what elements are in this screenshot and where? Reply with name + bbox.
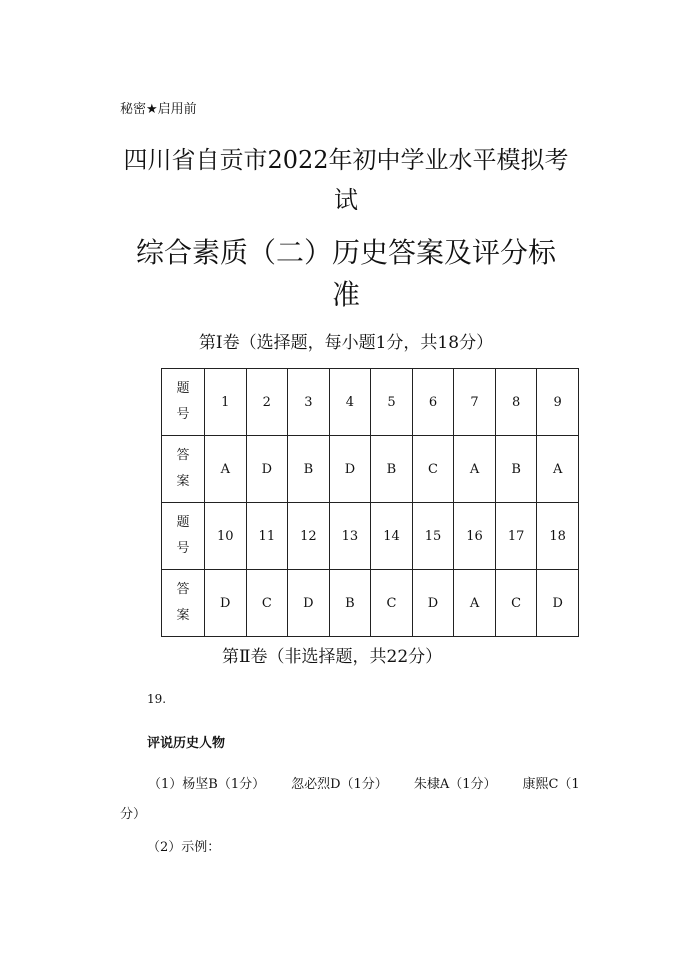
question-number: 12 xyxy=(288,503,330,570)
question-19-part-2: （2）示例： xyxy=(147,840,221,855)
row-header-question: 题 号 xyxy=(162,369,205,436)
table-row xyxy=(162,436,579,503)
document-subtitle xyxy=(0,232,692,316)
question-number: 7 xyxy=(454,369,496,436)
answer-cell: D xyxy=(329,436,371,503)
row-header-answer: 答 案 xyxy=(162,570,205,637)
answer-cell: D xyxy=(412,570,454,637)
answer-cell: B xyxy=(329,570,371,637)
section-1-heading: 第Ⅰ卷（选择题，每小题1分，共18分） xyxy=(198,333,494,353)
question-number: 9 xyxy=(537,369,579,436)
table-row xyxy=(162,503,579,570)
answer-cell: D xyxy=(288,570,330,637)
question-number: 14 xyxy=(371,503,413,570)
question-19-part-1 xyxy=(120,770,580,830)
question-number: 8 xyxy=(495,369,537,436)
subtitle-line-2: 准 xyxy=(331,278,360,311)
question-number: 5 xyxy=(371,369,413,436)
row-header-answer: 答 案 xyxy=(162,436,205,503)
title-line-1: 四川省自贡市2022年初中学业水平模拟考 xyxy=(123,146,569,174)
table-row xyxy=(162,369,579,436)
answer-item: （1）杨坚B（1分） xyxy=(148,777,266,792)
answer-cell: C xyxy=(412,436,454,503)
question-number: 15 xyxy=(412,503,454,570)
answer-cell: C xyxy=(371,570,413,637)
row-header-question: 题 号 xyxy=(162,503,205,570)
title-line-2: 试 xyxy=(334,186,358,214)
answer-cell: C xyxy=(495,570,537,637)
answer-cell: B xyxy=(371,436,413,503)
secret-label: 秘密★启用前 xyxy=(120,102,197,117)
question-number: 2 xyxy=(246,369,288,436)
answer-table xyxy=(161,368,579,637)
answer-cell: D xyxy=(205,570,247,637)
subtitle-line-1: 综合素质（二）历史答案及评分标 xyxy=(135,236,556,269)
question-number: 1 xyxy=(205,369,247,436)
document-title xyxy=(0,140,692,220)
question-19-number: 19. xyxy=(147,692,167,706)
question-number: 3 xyxy=(288,369,330,436)
question-19-topic: 评说历史人物 xyxy=(147,736,226,751)
answer-cell: B xyxy=(495,436,537,503)
question-number: 13 xyxy=(329,503,371,570)
answer-cell: A xyxy=(454,570,496,637)
question-number: 6 xyxy=(412,369,454,436)
answer-item: 朱棣A（1分） xyxy=(413,777,497,792)
question-number: 10 xyxy=(205,503,247,570)
question-number: 17 xyxy=(495,503,537,570)
answer-cell: A xyxy=(205,436,247,503)
answer-cell: D xyxy=(246,436,288,503)
answer-cell: A xyxy=(454,436,496,503)
section-2-heading: 第Ⅱ卷（非选择题，共22分） xyxy=(222,647,443,667)
answer-item: 忽必烈D（1分） xyxy=(291,777,388,792)
answer-item: 康熙C（1分） xyxy=(120,777,580,822)
question-number: 11 xyxy=(246,503,288,570)
question-number: 16 xyxy=(454,503,496,570)
answer-cell: D xyxy=(537,570,579,637)
answer-cell: C xyxy=(246,570,288,637)
question-number: 18 xyxy=(537,503,579,570)
answer-cell: B xyxy=(288,436,330,503)
table-row xyxy=(162,570,579,637)
answer-cell: A xyxy=(537,436,579,503)
question-number: 4 xyxy=(329,369,371,436)
